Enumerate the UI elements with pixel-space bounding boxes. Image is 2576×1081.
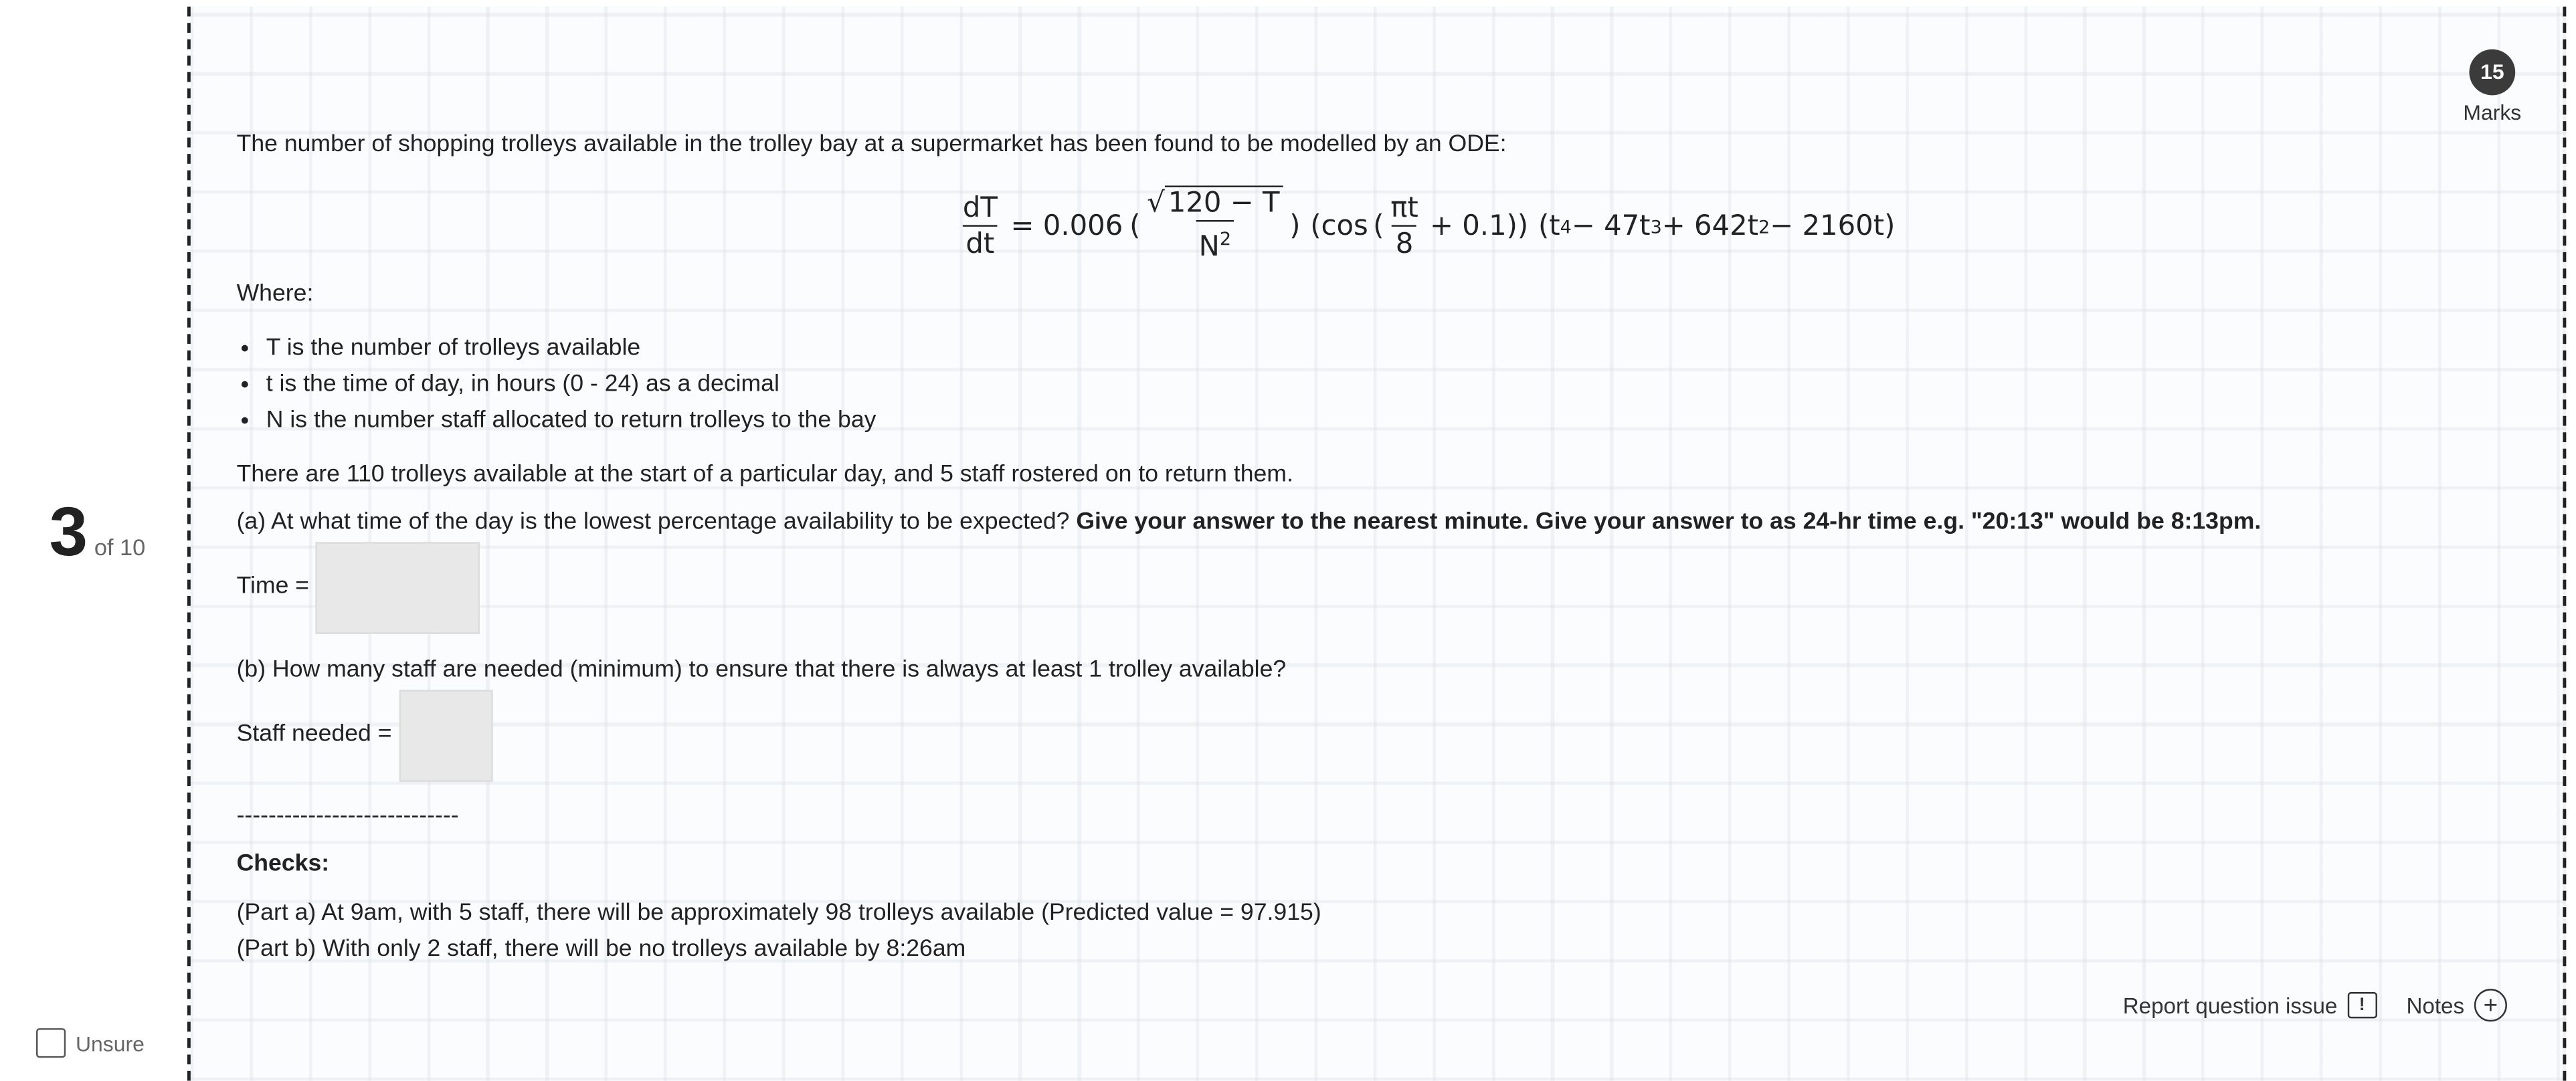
question-intro: The number of shopping trolleys available in the trolley bay at a supermarket has been found to be modelled by an ODE: xyxy=(236,131,1507,158)
question-setup: There are 110 trolleys available at the start of a particular day, and 5 staff rostered on to return them. xyxy=(236,461,1293,488)
derivative-fraction: $\frac{dT}{dt}$ xyxy=(959,191,1001,262)
time-label: Time = xyxy=(236,573,310,600)
notes-label: Notes xyxy=(2406,993,2465,1018)
staff-fraction: $\frac{√ 120 - T}{N^2}$ xyxy=(1143,187,1286,266)
check-part-b: (Part b) With only 2 staff, there will be no trolleys available by 8:26am xyxy=(236,936,966,963)
where-label: Where: xyxy=(236,280,314,308)
marks-badge xyxy=(2454,50,2530,125)
unsure-label: Unsure xyxy=(75,1030,145,1056)
unsure-checkbox[interactable] xyxy=(36,1028,66,1058)
marks-label: Marks xyxy=(2463,100,2522,125)
add-circle-icon: + xyxy=(2474,989,2507,1021)
pi-fraction: $\frac{\pi t}{8}$ xyxy=(1387,191,1421,262)
unsure-toggle[interactable] xyxy=(36,1028,145,1058)
checks-heading: Checks: xyxy=(236,850,330,878)
variable-list xyxy=(237,330,877,439)
question-counter xyxy=(49,492,146,571)
divider: ---------------------------- xyxy=(236,803,459,829)
list-item: • t is the time of day, in hours (0 - 24) as a decimal xyxy=(266,367,877,403)
staff-label: Staff needed = xyxy=(236,720,392,748)
time-input[interactable] xyxy=(315,542,480,634)
question-total: of 10 xyxy=(94,534,146,561)
question-gutter xyxy=(0,0,187,1081)
marks-value: 15 xyxy=(2469,50,2515,96)
report-issue-icon: ! xyxy=(2347,992,2377,1018)
part-b-prompt: (b) How many staff are needed (minimum) to ensure that there is always at least 1 trolley available? xyxy=(236,657,1287,684)
staff-input[interactable] xyxy=(399,690,493,782)
ode-equation: $\frac{dT}{dt}$ = 0.006 ( $\frac{√ 120 - T}{N^2}$ ) (cos ( $\frac{\pi t}{8}$ + 0.1)) (t 4 − 47t 3 + 642t 2 − 2160t) xyxy=(956,184,1895,270)
list-item: • T is the number of trolleys available xyxy=(266,330,877,367)
report-issue-label: Report question issue xyxy=(2122,993,2338,1018)
question-actions xyxy=(2123,989,2507,1021)
question-number: 3 xyxy=(49,492,88,571)
question-panel xyxy=(187,7,2566,1081)
check-part-a: (Part a) At 9am, with 5 staff, there will be approximately 98 trolleys available (Predicted value = 97.915) xyxy=(236,900,1321,926)
part-a-prompt: (a) At what time of the day is the lowest percentage availability to be expected? Give your answer to the nearest minute. Give your answer to as 24-hr time e.g. "20:13" would be 8:13pm. xyxy=(236,509,2262,536)
report-issue-button[interactable] xyxy=(2123,992,2377,1018)
list-item: • N is the number staff allocated to return trolleys to the bay xyxy=(266,403,877,439)
notes-button[interactable] xyxy=(2406,989,2506,1021)
